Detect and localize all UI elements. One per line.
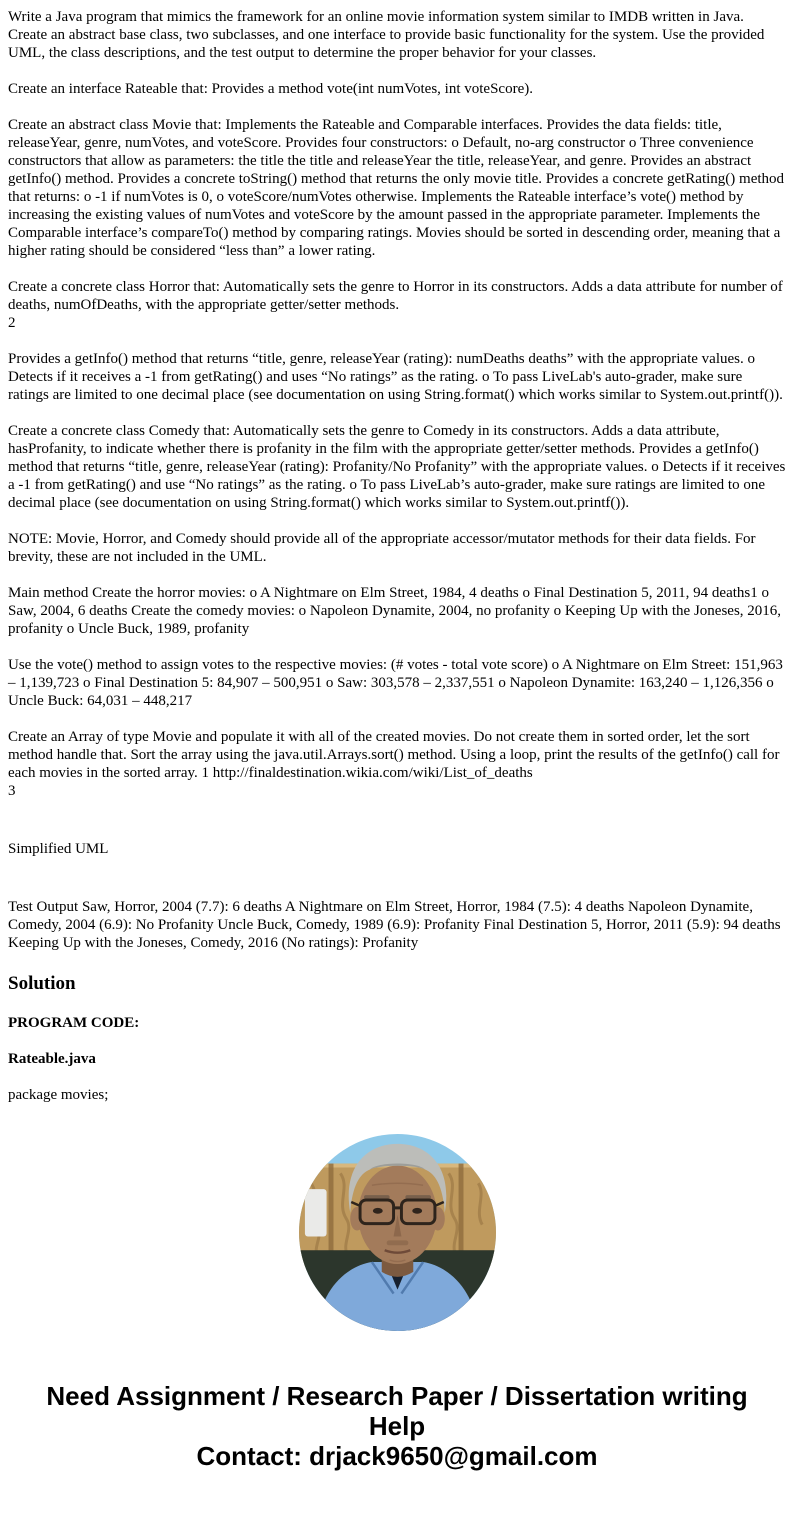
simplified-uml-caption: Simplified UML	[8, 841, 109, 857]
paragraph-movie-class: Create an abstract class Movie that: Implements the Rateable and Comparable interfaces. Provides the data fields: title, releaseYear, genre, numVotes, and voteScore. Provides four constructors: o Default, no-arg constructor o Three convenience constructors that allow as parameters: the title the title and releaseYear the title, releaseYear, and genre. Provides an abstract getInfo() method. Provides a concrete toString() method that returns the only movie title. Provides a concrete getRating() method that returns: o -1 if numVotes is 0, o voteScore/numVotes otherwise. Implements the Rateable interface’s vote() method by increasing the existing values of numVotes and voteScore by the amount passed in the appropriate parameter. Implements the Comparable interface’s compareTo() method by comparing ratings. Movies should be sorted in descending order, meaning that a higher rating should be considered “less than” a lower rating.	[8, 117, 785, 259]
mustache-shadow	[386, 1240, 408, 1245]
help-banner	[8, 1381, 786, 1471]
left-eye	[372, 1208, 382, 1214]
right-eyebrow	[405, 1195, 431, 1199]
paragraph-array-block	[8, 728, 786, 800]
paragraph-comedy-class: Create a concrete class Comedy that: Automatically sets the genre to Comedy in its constructors. Adds a data attribute, hasProfanity, to indicate whether there is profanity in the film with the appropriate getter/setter methods. Provides a getInfo() method that returns “title, genre, releaseYear (rating): Profanity/No Profanity” with the appropriate values. o Detects if it receives a -1 from getRating() and use “No ratings” as the rating. o To pass LiveLab’s auto-grader, make sure ratings are limited to one decimal place (see documentation on using String.format() which works similar to System.out.printf()).	[8, 423, 786, 511]
portrait-photo-container	[8, 1134, 786, 1331]
assignment-document	[8, 8, 786, 1471]
paragraph-horror-class: Create a concrete class Horror that: Automatically sets the genre to Horror in its constructors. Adds a data attribute for number of deaths, numOfDeaths, with the appropriate getter/setter methods.	[8, 279, 783, 313]
page-number-3: 3	[8, 783, 16, 799]
wall-outlet	[304, 1189, 326, 1236]
package-statement-line: package movies;	[8, 1087, 109, 1103]
paragraph-vote-method: Use the vote() method to assign votes to the respective movies: (# votes - total vote score) o A Nightmare on Elm Street: 151,963 – 1,139,723 o Final Destination 5: 84,907 – 500,951 o Saw: 303,578 – 2,337,551 o Napoleon Dynamite: 163,240 – 1,126,356 o Uncle Buck: 64,031 – 448,217	[8, 657, 783, 709]
left-eyebrow	[364, 1195, 390, 1199]
paragraph-note: NOTE: Movie, Horror, and Comedy should provide all of the appropriate accessor/mutator methods for their data fields. For brevity, these are not included in the UML.	[8, 531, 756, 565]
paragraph-test-output: Test Output Saw, Horror, 2004 (7.7): 6 deaths A Nightmare on Elm Street, Horror, 1984 (7.5): 4 deaths Napoleon Dynamite, Comedy, 2004 (6.9): No Profanity Uncle Buck, Comedy, 1989 (6.9): Profanity Final Destination 5, Horror, 2011 (5.9): 94 deaths Keeping Up with the Joneses, Comedy, 2016 (No ratings): Profanity	[8, 899, 781, 951]
banner-help-text: Need Assignment / Research Paper / Dissertation writing Help	[46, 1381, 748, 1441]
file-name-heading: Rateable.java	[8, 1051, 96, 1067]
paragraph-intro: Write a Java program that mimics the framework for an online movie information system similar to IMDB written in Java. Create an abstract base class, two subclasses, and one interface to provide basic functionality for the system. Use the provided UML, the class descriptions, and the test output to determine the proper behavior for your classes.	[8, 9, 765, 61]
paragraph-horror-getinfo: Provides a getInfo() method that returns “title, genre, releaseYear (rating): numDeaths deaths” with the appropriate values. o Detects if it receives a -1 from getRating() and uses “No ratings” as the rating. o To pass LiveLab's auto-grader, make sure ratings are limited to one decimal place (see documentation on using String.format() which works similar to System.out.printf()).	[8, 351, 783, 403]
paragraph-array-sort: Create an Array of type Movie and populate it with all of the created movies. Do not create them in sorted order, let the sort method handle that. Sort the array using the java.util.Arrays.sort() method. Using a loop, print the results of the getInfo() call for each movies in the sorted array. 1 http://finaldestination.wikia.com/wiki/List_of_deaths	[8, 729, 780, 781]
paragraph-rateable-interface: Create an interface Rateable that: Provides a method vote(int numVotes, int voteScore).	[8, 81, 533, 97]
page-number-2: 2	[8, 315, 16, 331]
portrait-photo	[299, 1134, 496, 1331]
solution-heading: Solution	[8, 973, 76, 994]
program-code-heading: PROGRAM CODE:	[8, 1015, 140, 1031]
right-eye	[412, 1208, 422, 1214]
banner-contact-email: Contact: drjack9650@gmail.com	[196, 1441, 598, 1471]
paragraph-main-method: Main method Create the horror movies: o A Nightmare on Elm Street, 1984, 4 deaths o Final Destination 5, 2011, 94 deaths1 o Saw, 2004, 6 deaths Create the comedy movies: o Napoleon Dynamite, 2004, no profanity o Keeping Up with the Joneses, 2016, profanity o Uncle Buck, 1989, profanity	[8, 585, 782, 637]
paragraph-horror-class-block	[8, 278, 786, 332]
